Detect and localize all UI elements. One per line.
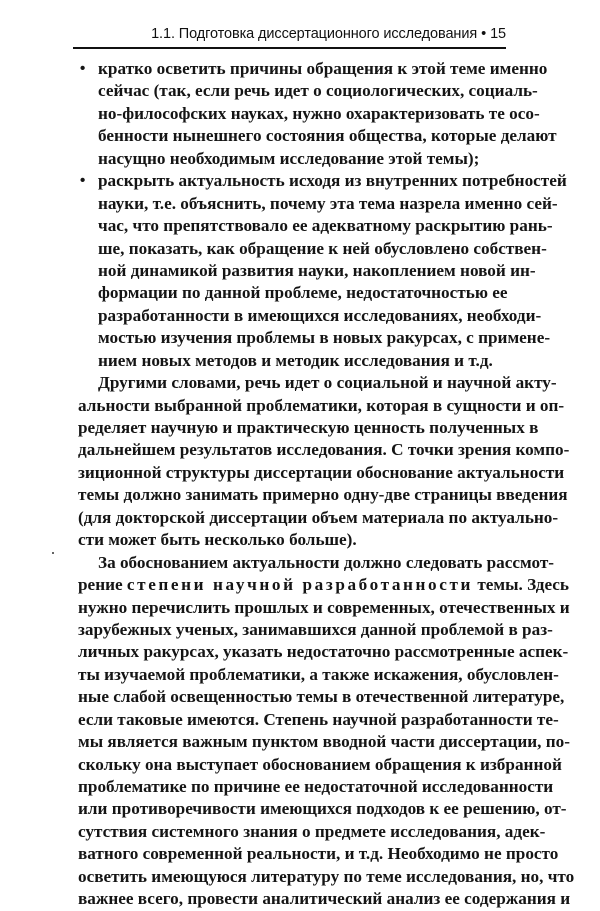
text-line: За обоснованием актуальности должно следовать рассмот- bbox=[98, 552, 555, 572]
text-line: • кратко осветить причины обращения к этой теме именно bbox=[78, 58, 506, 80]
text-line: ше, показать, как обращение к ней обусловлено собствен- bbox=[98, 238, 547, 258]
section-title: 1.1. Подготовка диссертационного исследования bbox=[151, 26, 478, 42]
text-line: Другими словами, речь идет о социальной и научной акту- bbox=[98, 373, 557, 393]
paragraph bbox=[78, 552, 575, 911]
bullet-item bbox=[78, 58, 557, 170]
text-line: разработанности в имеющихся исследованиях, необходи- bbox=[98, 305, 542, 325]
text-line: час, что препятствовало ее адекватному раскрытию рань- bbox=[98, 216, 553, 236]
text-line: ределяет научную и практическую ценность полученных в bbox=[78, 418, 539, 437]
text-line: формации по данной проблеме, недостаточностью ее bbox=[98, 283, 508, 303]
text-line: сейчас (так, если речь идет о социологических, социаль- bbox=[98, 81, 538, 101]
text-line: проблематике по причине ее недостаточной исследованности bbox=[78, 777, 554, 796]
text-line: важнее всего, провести аналитический анализ ее содержания и bbox=[78, 889, 571, 909]
text-line: нужно перечислить прошлых и современных, отечественных и bbox=[78, 597, 570, 617]
body-text bbox=[78, 58, 575, 911]
page-number: 15 bbox=[490, 26, 506, 42]
text-line: ты изучаемой проблематики, а также искажения, обусловлен- bbox=[78, 664, 559, 684]
bullet-icon: • bbox=[80, 172, 86, 190]
bullet-item bbox=[78, 170, 567, 372]
text-line: насущно необходимым исследование этой темы); bbox=[98, 148, 480, 168]
text-line: ной динамикой развития науки, накоплением новой ин- bbox=[98, 260, 536, 280]
text-line: сутствия системного знания о предмете исследования, адек- bbox=[78, 821, 546, 841]
text-line: зиционной структуры диссертации обоснование актуальности bbox=[78, 462, 565, 482]
text-line: нием новых методов и методик исследования и т.д. bbox=[98, 350, 493, 370]
text-line: темы должно занимать примерно одну-две страницы введения bbox=[78, 485, 568, 505]
text-line: • раскрыть актуальность исходя из внутренних потребностей bbox=[78, 170, 506, 192]
text-line: мостью изучения проблемы в новых ракурсах, с примене- bbox=[98, 328, 551, 348]
text-line: если таковые имеются. Степень научной разработанности те- bbox=[78, 709, 559, 729]
emphasized-term: степени научной разработанности bbox=[126, 575, 474, 595]
scan-speck bbox=[52, 552, 54, 554]
text-line: но-философских науках, нужно охарактеризовать те осо- bbox=[98, 103, 540, 123]
text-line: ватного современной реальности, и т.д. Необходимо не просто bbox=[78, 844, 559, 864]
bullet-separator: • bbox=[481, 26, 487, 42]
text-line: осветить имеющуюся литературу по теме исследования, но, что bbox=[78, 866, 575, 886]
running-header bbox=[74, 22, 506, 46]
text-line: дальнейшем результатов исследования. С точки зрения компо- bbox=[78, 440, 570, 460]
bullet-icon: • bbox=[80, 60, 86, 77]
text-line: науки, т.е. объяснить, почему эта тема назрела именно сей- bbox=[98, 193, 558, 213]
header-rule bbox=[73, 47, 506, 49]
text-line: сти может быть несколько больше). bbox=[78, 530, 357, 550]
text-line: рение степени научной разработанности темы. Здесь bbox=[78, 575, 570, 595]
text-line: альности выбранной проблематики, которая в сущности и оп- bbox=[78, 395, 565, 415]
text-line: личных ракурсах, указать недостаточно рассмотренные аспек- bbox=[78, 642, 569, 662]
text-line: или противоречивости имеющихся подходов к ее решению, от- bbox=[78, 799, 567, 819]
text-line: зарубежных ученых, занимавшихся данной проблемой в раз- bbox=[78, 619, 553, 639]
text-line: (для докторской диссертации объем материала по актуально- bbox=[78, 507, 559, 527]
text-line: скольку она выступает обоснованием обращения к избранной bbox=[78, 754, 562, 774]
text-line: бенности нынешнего состояния общества, которые делают bbox=[98, 126, 557, 146]
text-line: ные слабой освещенностью темы в отечественной литературе, bbox=[78, 687, 565, 707]
text-line: мы является важным пунктом вводной части диссертации, по- bbox=[78, 732, 570, 752]
paragraph bbox=[78, 372, 570, 552]
